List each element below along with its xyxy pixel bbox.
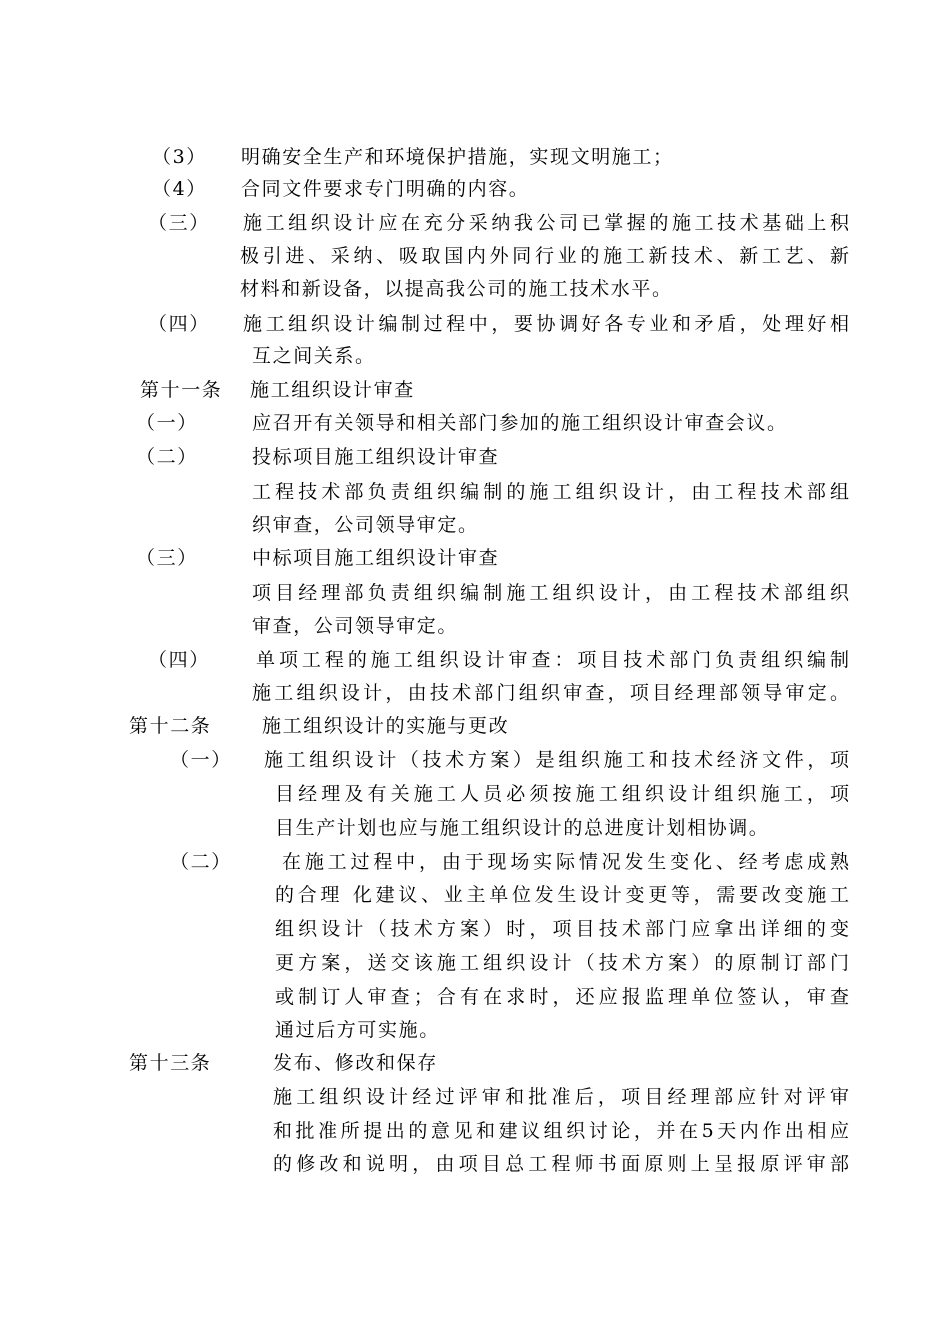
item-number: （二）	[136, 446, 198, 468]
article-heading: 第十三条	[129, 1052, 212, 1074]
item-text: 材料和新设备，以提高我公司的施工技术水平。	[240, 278, 673, 300]
item-text: 项目经理部负责组织编制施工组织设计，由工程技术部组织	[252, 582, 849, 604]
item-text: 施工组织设计（技术方案）是组织施工和技术经济文件，项	[264, 749, 849, 771]
item-number: （四）	[148, 313, 210, 335]
item-text: 应召开有关领导和相关部门参加的施工组织设计审查会议。	[252, 412, 788, 434]
item-text: 互之间关系。	[252, 345, 376, 367]
item-text: 目生产计划也应与施工组织设计的总进度计划相协调。	[275, 817, 770, 839]
item-text: 审查，公司领导审定。	[252, 615, 459, 637]
item-text: 施工组织设计经过评审和批准后，项目经理部应针对评审	[273, 1086, 849, 1108]
item-text: 目经理及有关施工人员必须按施工组织设计组织施工，项	[275, 783, 849, 805]
article-title: 施工组织设计的实施与更改	[262, 715, 510, 737]
item-number: （四）	[148, 649, 210, 671]
article-heading: 第十一条	[140, 379, 223, 401]
item-text: 中标项目施工组织设计审查	[252, 547, 500, 569]
item-text: 在施工过程中，由于现场实际情况发生变化、经考虑成熟	[282, 851, 849, 873]
item-number: （3）	[152, 146, 207, 168]
item-number: （4）	[152, 178, 207, 200]
item-text: 或制订人审查；合有在求时，还应报监理单位签认，审查	[275, 986, 849, 1008]
item-number: （一）	[136, 412, 198, 434]
item-text: 通过后方可实施。	[275, 1019, 440, 1041]
item-text: 施工组织设计，由技术部门组织审查，项目经理部领导审定。	[252, 682, 849, 704]
item-text: 组织设计（技术方案）时，项目技术部门应拿出详细的变	[275, 918, 849, 940]
item-text: 的合理 化建议、业主单位发生设计变更等，需要改变施工	[275, 884, 849, 906]
article-title: 施工组织设计审查	[250, 379, 415, 401]
item-text: 工程技术部负责组织编制的施工组织设计，由工程技术部组	[252, 481, 849, 503]
article-title: 发布、修改和保存	[273, 1052, 438, 1074]
item-text: 投标项目施工组织设计审查	[252, 446, 500, 468]
article-heading: 第十二条	[129, 715, 212, 737]
item-number: （二）	[170, 851, 232, 873]
item-number: （一）	[170, 749, 232, 771]
item-text: 更方案，送交该施工组织设计（技术方案）的原制订部门	[275, 952, 849, 974]
item-number: （三）	[148, 212, 210, 234]
item-number: （三）	[136, 547, 198, 569]
item-text: 极引进、采纳、吸取国内外同行业的施工新技术、新工艺、新	[240, 245, 849, 267]
item-text: 的修改和说明，由项目总工程师书面原则上呈报原评审部	[273, 1153, 849, 1175]
item-text: 单项工程的施工组织设计审查：项目技术部门负责组织编制	[256, 649, 849, 671]
item-text: 施工组织设计编制过程中，要协调好各专业和矛盾，处理好相	[243, 313, 849, 335]
item-text: 织审查，公司领导审定。	[252, 514, 479, 536]
item-text: 施工组织设计应在充分采纳我公司已掌握的施工技术基础上积	[243, 212, 849, 234]
item-text: 合同文件要求专门明确的内容。	[241, 178, 530, 200]
item-text: 和批准所提出的意见和建议组织讨论，并在5天内作出相应	[273, 1120, 849, 1142]
item-text: 明确安全生产和环境保护措施，实现文明施工；	[241, 146, 674, 168]
